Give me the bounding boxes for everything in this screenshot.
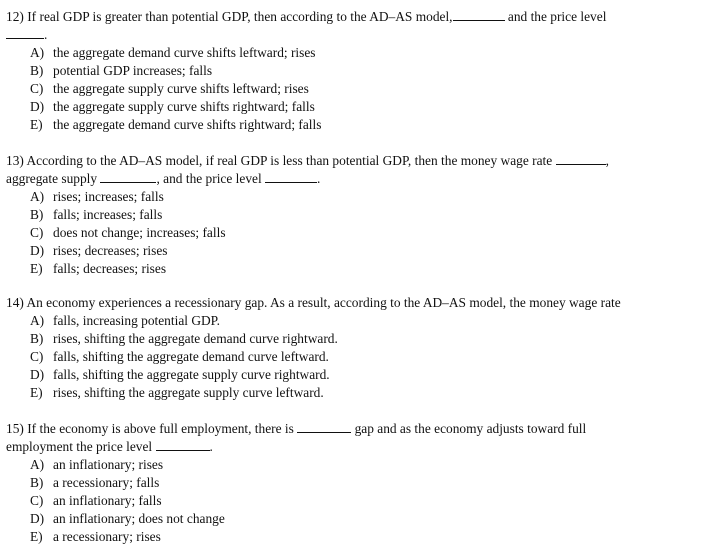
answer-blank: [6, 26, 44, 39]
option-letter: D): [30, 367, 45, 382]
stem-text: .: [209, 439, 213, 454]
answer-blank: [100, 170, 156, 183]
option-b[interactable]: [6, 330, 693, 348]
stem-text: employment the price level: [6, 439, 153, 454]
option-letter: D): [30, 99, 45, 114]
question-number: 12): [6, 9, 24, 24]
option-text: falls, shifting the aggregate demand curve leftward.: [53, 349, 329, 364]
option-letter: C): [30, 81, 44, 96]
question-15: [6, 420, 693, 546]
stem-text: aggregate supply: [6, 171, 98, 186]
option-letter: B): [30, 475, 44, 490]
option-c[interactable]: [6, 492, 693, 510]
option-text: rises, shifting the aggregate supply curve leftward.: [53, 385, 324, 400]
option-text: does not change; increases; falls: [53, 225, 226, 240]
option-e[interactable]: [6, 528, 693, 546]
option-b[interactable]: [6, 474, 693, 492]
option-letter: B): [30, 331, 44, 346]
stem-text: According to the AD–AS model, if real GDP is less than potential GDP, then the money wage rate: [26, 153, 553, 168]
option-letter: C): [30, 493, 44, 508]
option-d[interactable]: [6, 510, 693, 528]
option-text: rises; increases; falls: [53, 189, 164, 204]
option-text: an inflationary; rises: [53, 457, 164, 472]
option-letter: E): [30, 117, 43, 132]
answer-blank: [265, 170, 317, 183]
option-text: falls; decreases; rises: [53, 261, 167, 276]
option-d[interactable]: [6, 98, 693, 116]
stem-text: and the price level: [507, 9, 607, 24]
option-letter: D): [30, 511, 45, 526]
option-b[interactable]: [6, 62, 693, 80]
stem-text: If the economy is above full employment, there is: [27, 421, 294, 436]
question-number: 14): [6, 295, 24, 310]
answer-blank: [556, 152, 606, 165]
option-letter: E): [30, 385, 43, 400]
option-text: the aggregate demand curve shifts rightward; falls: [53, 117, 322, 132]
question-stem: [6, 294, 693, 312]
option-text: rises; decreases; rises: [53, 243, 168, 258]
question-14: [6, 294, 693, 402]
options-list: [6, 44, 693, 134]
stem-text: .: [317, 171, 321, 186]
question-12: [6, 8, 693, 134]
option-d[interactable]: [6, 366, 693, 384]
option-text: falls, shifting the aggregate supply curve rightward.: [53, 367, 330, 382]
question-stem: [6, 420, 693, 456]
option-letter: A): [30, 45, 45, 60]
option-text: the aggregate demand curve shifts leftward; rises: [53, 45, 316, 60]
options-list: [6, 188, 693, 278]
option-b[interactable]: [6, 206, 693, 224]
stem-text: An economy experiences a recessionary gap. As a result, according to the AD–AS model, the money wage rate: [26, 295, 621, 310]
options-list: [6, 312, 693, 402]
question-stem: [6, 8, 693, 44]
answer-blank: [156, 438, 210, 451]
option-text: a recessionary; rises: [53, 529, 161, 544]
options-list: [6, 456, 693, 546]
option-text: an inflationary; falls: [53, 493, 162, 508]
option-text: a recessionary; falls: [53, 475, 160, 490]
option-e[interactable]: [6, 260, 693, 278]
option-c[interactable]: [6, 224, 693, 242]
stem-text: .: [44, 27, 48, 42]
option-text: rises, shifting the aggregate demand curve rightward.: [53, 331, 338, 346]
option-text: potential GDP increases; falls: [53, 63, 213, 78]
option-letter: B): [30, 63, 44, 78]
option-a[interactable]: [6, 188, 693, 206]
option-a[interactable]: [6, 44, 693, 62]
option-c[interactable]: [6, 348, 693, 366]
option-a[interactable]: [6, 312, 693, 330]
option-letter: D): [30, 243, 45, 258]
option-text: an inflationary; does not change: [53, 511, 225, 526]
option-letter: E): [30, 529, 43, 544]
option-c[interactable]: [6, 80, 693, 98]
option-e[interactable]: [6, 116, 693, 134]
option-letter: A): [30, 457, 45, 472]
stem-text: If real GDP is greater than potential GDP, then according to the AD–AS model,: [27, 9, 453, 24]
answer-blank: [297, 420, 351, 433]
stem-text: gap and as the economy adjusts toward full: [354, 421, 587, 436]
option-d[interactable]: [6, 242, 693, 260]
option-text: falls, increasing potential GDP.: [53, 313, 220, 328]
question-stem: [6, 152, 693, 188]
option-letter: B): [30, 207, 44, 222]
option-letter: C): [30, 225, 44, 240]
stem-text: , and the price level: [156, 171, 262, 186]
option-letter: C): [30, 349, 44, 364]
question-13: [6, 152, 693, 278]
option-letter: A): [30, 189, 45, 204]
stem-text: ,: [605, 153, 609, 168]
answer-blank: [453, 8, 505, 21]
option-text: the aggregate supply curve shifts leftward; rises: [53, 81, 309, 96]
option-a[interactable]: [6, 456, 693, 474]
question-number: 15): [6, 421, 24, 436]
option-text: the aggregate supply curve shifts rightward; falls: [53, 99, 315, 114]
option-text: falls; increases; falls: [53, 207, 163, 222]
option-letter: E): [30, 261, 43, 276]
option-letter: A): [30, 313, 45, 328]
option-e[interactable]: [6, 384, 693, 402]
question-number: 13): [6, 153, 24, 168]
